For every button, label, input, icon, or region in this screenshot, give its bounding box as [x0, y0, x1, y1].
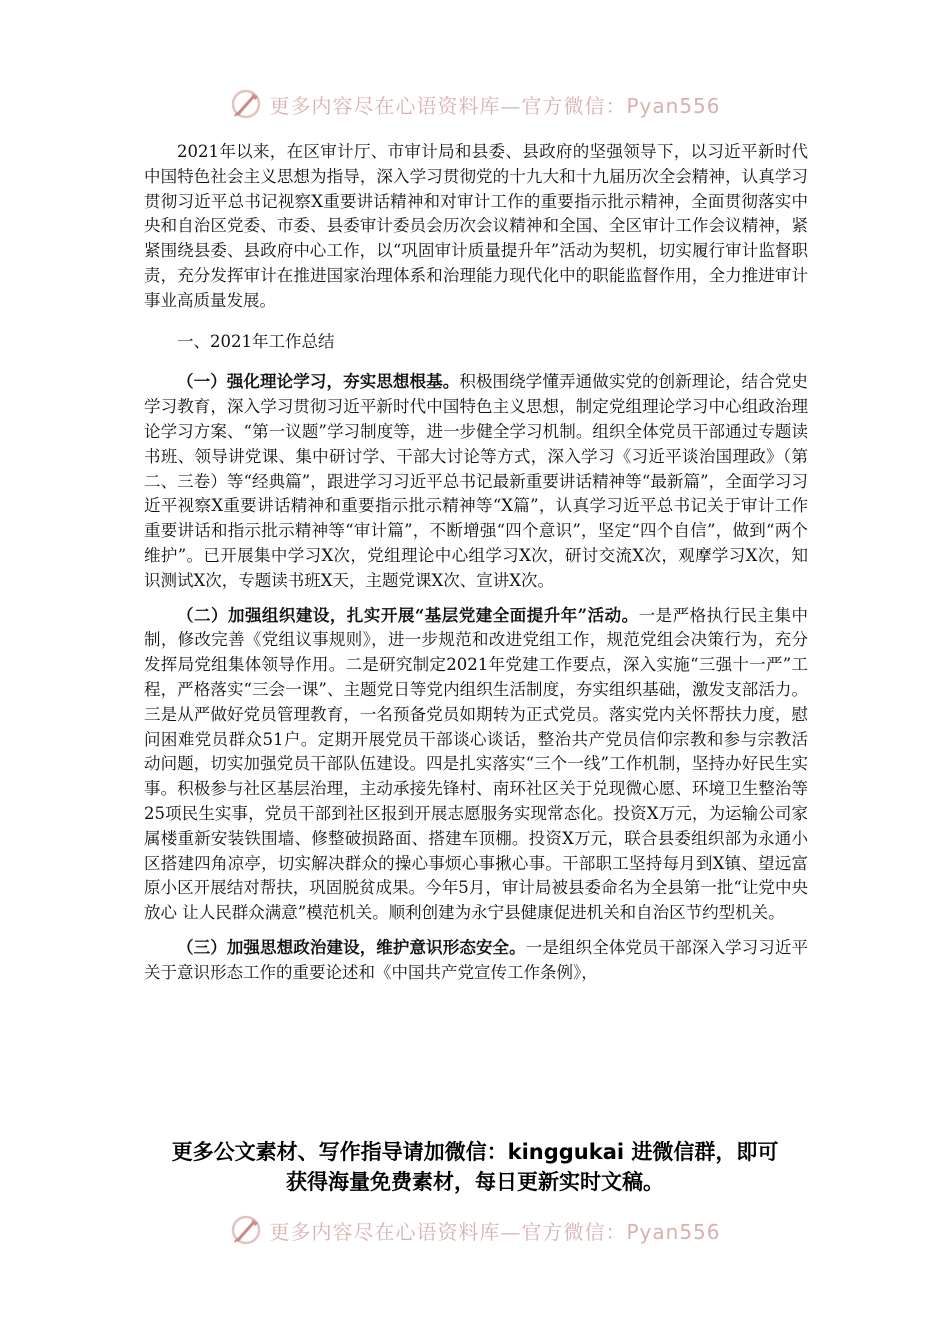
section-heading: 一、2021年工作总结 — [177, 331, 335, 351]
item-paragraph-1 — [144, 370, 808, 593]
item-paragraph-3 — [144, 936, 808, 986]
pen-circle-icon — [229, 87, 263, 121]
banner-wechat-id: Pyan556 — [626, 1219, 721, 1244]
banner-text: 更多内容尽在心语资料库—官方微信：Pyan556 — [269, 1219, 721, 1244]
item-title-3: （三）加强思想政治建设，维护意识形态安全。 — [177, 937, 526, 957]
item-title-2: （二）加强组织建设，扎实开展“基层党建全面提升年”活动。 — [177, 605, 639, 625]
promo-text — [0, 1137, 950, 1197]
item-text-2: 一是严格执行民主集中制，修改完善《党组议事规则》，进一步规范和改进党组工作，规范党组会决策行为，充分发挥局党组集体领导作用。二是研究制定2021年党建工作要点，深入实施“三强十一严”工程，严格落实“三会一课”、主题党日等党内组织生活制度，夯实组织基础，激发支部活力。三是从严做好党员管理教育，一名预备党员如期转为正式党员。落实党内关怀帮扶力度，慰问困难党员群众51户。定期开展党员干部谈心谈话，整治共产党员信仰宗教和参与宗教活动问题，切实加强党员干部队伍建设。四是扎实落实“三个一线”工作机制，坚持办好民生实事。积极参与社区基层治理，主动承接先锋村、南环社区关于兑现微心愿、环境卫生整治等25项民生实事，党员干部到社区报到开展志愿服务实现常态化。投资X万元，为运输公司家属楼重新安装铁围墙、修整破损路面、搭建车顶棚。投资X万元，联合县委组织部为永通小区搭建四角凉亭，切实解决群众的操心事烦心事揪心事。干部职工坚持每月到X镇、望远富原小区开展结对帮扶，巩固脱贫成果。今年5月，审计局被县委命名为全县第一批“让党中央放心 让人民群众满意”模范机关。顺利创建为永宁县健康促进机关和自治区节约型机关。 — [144, 605, 809, 923]
pen-circle-icon — [229, 1213, 263, 1247]
document-body — [144, 140, 808, 986]
banner-wechat-id: Pyan556 — [626, 93, 721, 118]
item-text-3: 一是组织全体党员干部深入学习习近平关于意识形态工作的重要论述和《中国共产党宣传工作条例》， — [144, 937, 809, 982]
intro-paragraph: 2021年以来，在区审计厅、市审计局和县委、县政府的坚强领导下，以习近平新时代中国特色社会主义思想为指导，深入学习贯彻党的十九大和十九届历次全会精神，认真学习贯彻习近平总书记视察X重要讲话精神和对审计工作的重要指示批示精神，全面贯彻落实中央和自治区党委、市委、县委审计委员会历次会议精神和全国、全区审计工作会议精神，紧紧围绕县委、县政府中心工作，以“巩固审计质量提升年”活动为契机，切实履行审计监督职责，充分发挥审计在推进国家治理体系和治理能力现代化中的职能监督作用，全力推进审计事业高质量发展。 — [144, 142, 808, 310]
promo-line-2: 获得海量免费素材，每日更新实时文稿。 — [286, 1170, 664, 1194]
banner-text: 更多内容尽在心语资料库—官方微信：Pyan556 — [269, 93, 721, 118]
item-paragraph-2 — [144, 604, 808, 926]
header-banner — [0, 84, 950, 124]
footer-banner — [0, 1210, 950, 1250]
promo-line-1: 更多公文素材、写作指导请加微信：kinggukai 进微信群，即可 — [171, 1140, 779, 1164]
item-title-1: （一）强化理论学习，夯实思想根基。 — [177, 372, 460, 392]
item-text-1: 积极围绕学懂弄通做实党的创新理论，结合党史学习教育，深入学习贯彻习近平新时代中国特色主义思想，制定党组理论学习中心组政治理论学习方案、“第一议题”学习制度等，进一步健全学习机制。组织全体党员干部通过专题读书班、领导讲党课、集中研讨学、干部大讨论等方式，深入学习《习近平谈治国理政》（第二、三卷）等“经典篇”，跟进学习习近平总书记最新重要讲话精神等“最新篇”，全面学习习近平视察X重要讲话精神和重要指示批示精神等“X篇”，认真学习近平总书记关于审计工作重要讲话和指示批示精神等“审计篇”，不断增强“四个意识”，坚定“四个自信”，做到“两个维护”。已开展集中学习X次，党组理论中心组学习X次，研讨交流X次，观摩学习X次，知识测试X次，专题读书班X天，主题党课X次、宣讲X次。 — [144, 372, 809, 590]
